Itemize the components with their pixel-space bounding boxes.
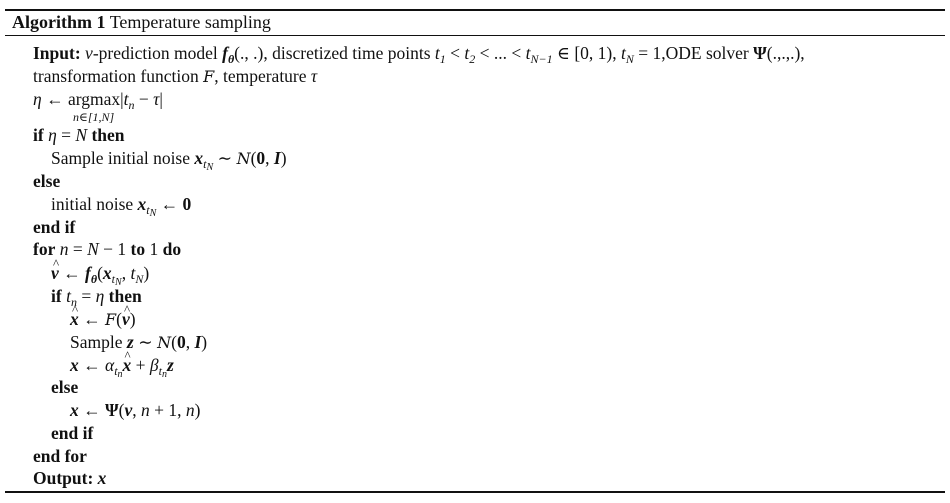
sample-text: Sample (70, 332, 123, 352)
ode-step-line: x ← Ψ(v, n + 1, n) (70, 400, 201, 420)
input-line-1: Input: v-prediction model $f_\theta$(., .), discretized time points $t_1 < t_2$ < ... < $t_{N-1}$ ∈ [0, 1), $t_N = 1,ODE$ solver Ψ(.,.,.), (33, 43, 805, 66)
eta-assignment: η ← $argmax|t_n - \tau|$ (33, 89, 163, 112)
end-for-line: end for (33, 446, 87, 466)
input-text-time: discretized time points (272, 43, 431, 63)
end-if-line-2: end if (51, 423, 94, 443)
else-line-1: else (33, 171, 61, 191)
output-keyword: Output: (33, 468, 94, 488)
v-hat-line: ^ v ← $f_\theta(x_{t_N}$, $t_N$) (51, 262, 149, 284)
end-if-line-1: end if (33, 217, 76, 237)
input-text-ode: ODE solver (665, 43, 749, 63)
bottom-rule (5, 491, 945, 493)
input-text-temperature: temperature (222, 66, 307, 86)
input-text-model: -prediction model (92, 43, 218, 63)
middle-rule (5, 35, 945, 36)
input-line-2: transformation function F, temperature τ (33, 66, 318, 86)
algorithm-label: Algorithm 1 (12, 12, 106, 32)
sample-initial-text: Sample initial noise (51, 148, 191, 168)
sample-initial-line: Sample initial noise $x_{t_N}$ ∼ N(0, I) (51, 148, 287, 173)
initial-noise-line: initial noise $x_{t_N}$ ← 0 (51, 194, 192, 219)
if-eta-line: if η = N then (33, 125, 125, 145)
top-rule (5, 9, 945, 11)
initial-noise-text: initial noise (51, 194, 134, 214)
else-line-2: else (51, 377, 79, 397)
for-line: for n = N − 1 to 1 do (33, 239, 182, 259)
if-tn-line: if $t_n = \eta$ then (51, 286, 142, 309)
algorithm-title: Temperature sampling (109, 12, 271, 32)
argmax-operator: argmax (67, 89, 121, 109)
input-keyword: Input: (33, 43, 81, 63)
argmax-subscript: n∈[1,N] (73, 110, 115, 124)
algorithm-caption (12, 12, 271, 32)
output-line: Output: x (33, 468, 107, 488)
input-text-transform: transformation function (33, 66, 199, 86)
sample-z-line: Sample z ∼ N(0, I) (70, 332, 208, 352)
x-update-line: x ← $\alpha_{t_n}\^{}$ $x + \beta_{t_n}z$ (70, 354, 174, 376)
x-hat-line: ^ x ← F(^ v) (70, 308, 136, 331)
